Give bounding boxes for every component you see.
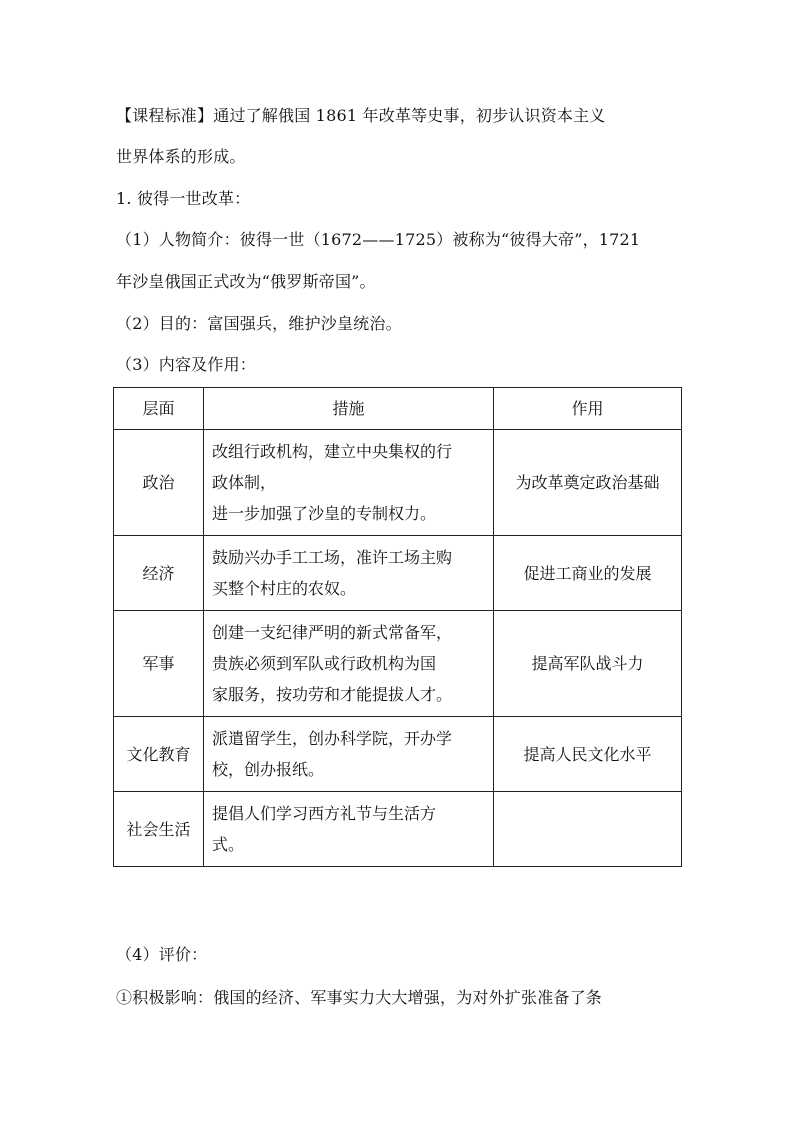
measure-line: 家服务，按功劳和才能提拔人才。 [212, 685, 453, 704]
row-effect: 为改革奠定政治基础 [494, 430, 682, 536]
item1-line-2: 年沙皇俄国正式改为“俄罗斯帝国”。 [116, 272, 376, 291]
measure-line: 买整个村庄的农奴。 [212, 579, 357, 598]
row-aspect: 文化教育 [114, 717, 204, 792]
header-effect: 作用 [494, 388, 682, 430]
measure-line: 改组行政机构，建立中央集权的行 [212, 442, 453, 461]
table-row [114, 611, 682, 717]
section-title: 1. 彼得一世改革： [116, 189, 251, 208]
item1-line-1: （1）人物简介：彼得一世（1672——1725）被称为“彼得大帝”，1721 [116, 230, 641, 249]
table-row [114, 792, 682, 867]
course-standard-line-1: 【课程标准】通过了解俄国 1861 年改革等史事，初步认识资本主义 [116, 106, 606, 125]
row-effect: 促进工商业的发展 [494, 536, 682, 611]
row-aspect: 经济 [114, 536, 204, 611]
course-standard-line-2: 世界体系的形成。 [116, 147, 246, 166]
item2-purpose: （2）目的：富国强兵，维护沙皇统治。 [116, 314, 402, 333]
row-effect [494, 792, 682, 867]
reform-table [113, 387, 682, 867]
measure-line: 进一步加强了沙皇的专制权力。 [212, 504, 437, 523]
header-aspect: 层面 [114, 388, 204, 430]
measure-line: 派遣留学生，创办科学院，开办学 [212, 729, 453, 748]
row-measures [204, 792, 494, 867]
item4-positive-impact: ①积极影响：俄国的经济、军事实力大大增强，为对外扩张准备了条 [116, 988, 603, 1007]
measure-line: 鼓励兴办手工工场，准许工场主购 [212, 548, 453, 567]
measure-line: 提倡人们学习西方礼节与生活方 [212, 804, 437, 823]
measure-line: 政体制， [212, 473, 277, 492]
row-measures [204, 430, 494, 536]
measure-line: 贵族必须到军队或行政机构为国 [212, 654, 437, 673]
row-aspect: 军事 [114, 611, 204, 717]
row-measures [204, 536, 494, 611]
measure-line: 创建一支纪律严明的新式常备军， [212, 623, 453, 642]
table-row [114, 536, 682, 611]
table-row [114, 430, 682, 536]
row-measures [204, 717, 494, 792]
item4-evaluation: （4）评价： [116, 945, 208, 964]
row-effect: 提高人民文化水平 [494, 717, 682, 792]
header-measures: 措施 [204, 388, 494, 430]
row-aspect: 社会生活 [114, 792, 204, 867]
row-aspect: 政治 [114, 430, 204, 536]
table-row [114, 717, 682, 792]
table-header-row [114, 388, 682, 430]
measure-line: 式。 [212, 835, 245, 854]
measure-line: 校，创办报纸。 [212, 760, 325, 779]
item3-heading: （3）内容及作用： [116, 355, 256, 374]
row-measures [204, 611, 494, 717]
row-effect: 提高军队战斗力 [494, 611, 682, 717]
